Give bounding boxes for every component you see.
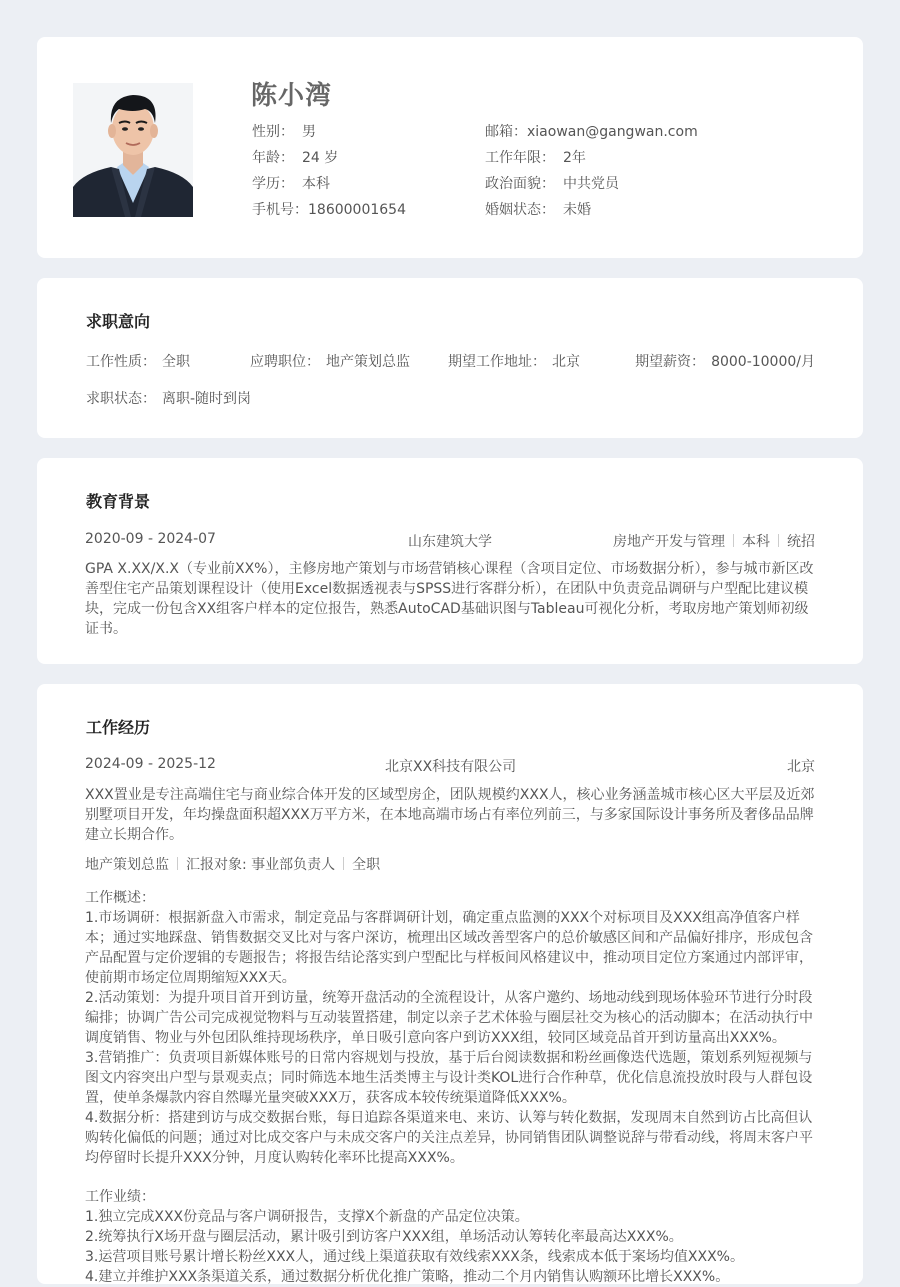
- divider: [778, 534, 779, 547]
- email-label: 邮箱：: [485, 124, 527, 140]
- profile-card: [37, 37, 863, 258]
- phone-value[interactable]: 18600001654: [308, 202, 406, 218]
- company-description: XXX置业是专注高端住宅与商业综合体开发的区域型房企，团队规模约XXX人，核心业务涵盖城市核心区大平层及近郊别墅项目开发，年均操盘面积超XXX万平方米，在本地高端市场占有率位列前三，与多家国际设计事务所及奢侈品品牌建立长期合作。: [85, 787, 815, 843]
- intent-status-label: 求职状态：: [86, 391, 156, 407]
- education-card: [37, 458, 863, 664]
- age-row: [252, 145, 406, 171]
- marital-label: 婚姻状态：: [485, 202, 555, 218]
- intent-salary: [635, 351, 815, 371]
- gender-value: 男: [302, 124, 316, 140]
- email-row: [485, 119, 698, 145]
- intent-status-value: 离职-随时到岗: [162, 391, 252, 407]
- politics-label: 政治面貌：: [485, 176, 555, 192]
- intent-position-label: 应聘职位：: [250, 354, 320, 370]
- intent-location-value: 北京: [552, 354, 580, 370]
- work-job-type: 全职: [352, 857, 381, 873]
- intent-salary-value: 8000-10000/月: [711, 354, 815, 370]
- achievement-item: 4.建立并维护XXX条渠道关系，通过数据分析优化推广策略，推动二个月内销售认购额环比增长XXX%。: [85, 1269, 730, 1285]
- section-title-work: 工作经历: [86, 718, 151, 737]
- years-row: [485, 145, 698, 171]
- edu-school: 山东建筑大学: [408, 534, 492, 550]
- degree-row: [252, 171, 406, 197]
- summary-item: 3.营销推广：负责项目新媒体账号的日常内容规划与投放，基于后台阅读数据和粉丝画像迭代选题，策划系列短视频与图文内容突出户型与景观卖点；同时筛选本地生活类博主与设计类KOL进行合作种草，优化信息流投放时段与人群包设置，使单条爆款内容自然曝光量突破XXX万，获客成本较传统渠道降低XXX%。: [85, 1050, 813, 1106]
- intent-type: [86, 351, 190, 371]
- summary-item: 2.活动策划：为提升项目首开到访量，统筹开盘活动的全流程设计，从客户邀约、场地动线到现场体验环节进行分时段编排；协调广告公司完成视觉物料与互动装置搭建，制定以亲子艺术体验与圈层社交为核心的活动脚本；在活动执行中调度销售、物业与外包团队维持现场秩序，单日吸引意向客户到访XXX组，较同区域竞品首开到访量高出XXX%。: [85, 990, 813, 1046]
- summary-item: 1.市场调研：根据新盘入市需求，制定竞品与客群调研计划，确定重点监测的XXX个对标项目及XXX组高净值客户样本；通过实地踩盘、销售数据交叉比对与客户深访，梳理出区域改善型客户的总价敏感区间和产品偏好排序，形成包含产品配置与定价逻辑的专题报告；将报告结论落实到户型配比与样板间风格建议中，推动项目定位方案通过内部评审，使前期市场定位周期缩短XXX天。: [85, 910, 813, 986]
- gender-label: 性别：: [252, 124, 294, 140]
- profile-photo: [73, 83, 193, 217]
- degree-value: 本科: [302, 176, 330, 192]
- edu-period: 2020-09 - 2024-07: [85, 531, 216, 547]
- intent-status: [86, 388, 251, 408]
- intent-position-value: 地产策划总监: [326, 354, 410, 370]
- work-company: 北京XX科技有限公司: [385, 759, 517, 775]
- edu-mode: 统招: [787, 534, 815, 550]
- achievement-item: 3.运营项目账号累计增长粉丝XXX人，通过线上渠道获取有效线索XXX条，线索成本低于案场均值XXX%。: [85, 1249, 744, 1265]
- achievements-label: 工作业绩：: [85, 1189, 155, 1205]
- divider: [733, 534, 734, 547]
- edu-degree: 本科: [742, 534, 770, 550]
- intent-location-label: 期望工作地址：: [448, 354, 546, 370]
- intent-location: [448, 351, 580, 371]
- achievement-item: 2.统筹执行X场开盘与圈层活动，累计吸引到访客户XXX组，单场活动认筹转化率最高达XXX%。: [85, 1229, 683, 1245]
- edu-description: GPA X.XX/X.X（专业前XX%），主修房地产策划与市场营销核心课程（含项目定位、市场数据分析），参与城市新区改善型住宅产品策划课程设计（使用Excel数据透视表与SPSS进行客群分析），在团队中负责竞品调研与户型配比建议模块，完成一份包含XX组客户样本的定位报告，熟悉AutoCAD基础识图与Tableau可视化分析，考取房地产策划师初级证书。: [85, 561, 814, 637]
- work-details: [85, 888, 815, 1287]
- job-intent-card: [37, 278, 863, 438]
- divider: [177, 857, 178, 870]
- politics-row: [485, 171, 698, 197]
- intent-position: [250, 351, 410, 371]
- work-period: 2024-09 - 2025-12: [85, 756, 216, 772]
- work-report-to: 汇报对象: 事业部负责人: [186, 857, 336, 873]
- work-city: 北京: [787, 759, 815, 775]
- edu-major: 房地产开发与管理: [613, 534, 725, 550]
- work-role: 地产策划总监: [85, 857, 169, 873]
- work-tags: [85, 854, 380, 874]
- degree-label: 学历：: [252, 176, 294, 192]
- avatar-portrait: [73, 83, 193, 217]
- age-label: 年龄：: [252, 150, 294, 166]
- section-title-education: 教育背景: [86, 492, 151, 511]
- profile-info-left: [252, 119, 406, 223]
- years-value: 2年: [563, 150, 586, 166]
- edu-tags: [613, 531, 815, 551]
- summary-label: 工作概述：: [85, 890, 155, 906]
- age-value: 24 岁: [302, 150, 339, 166]
- politics-value: 中共党员: [563, 176, 619, 192]
- years-label: 工作年限：: [485, 150, 555, 166]
- candidate-name: 陈小湾: [251, 81, 333, 111]
- work-card: [37, 684, 863, 1284]
- spacer: [85, 1168, 815, 1187]
- divider: [343, 857, 344, 870]
- marital-row: [485, 197, 698, 223]
- intent-type-value: 全职: [162, 354, 190, 370]
- intent-salary-label: 期望薪资：: [635, 354, 706, 370]
- achievement-item: 1.独立完成XXX份竞品与客户调研报告，支撑X个新盘的产品定位决策。: [85, 1209, 529, 1225]
- phone-label: 手机号：: [252, 202, 308, 218]
- phone-row: [252, 197, 406, 223]
- marital-value: 未婚: [563, 202, 591, 218]
- section-title-intent: 求职意向: [86, 312, 151, 331]
- email-value[interactable]: xiaowan@gangwan.com: [527, 124, 698, 140]
- summary-item: 4.数据分析：搭建到访与成交数据台账，每日追踪各渠道来电、来访、认筹与转化数据，发现周末自然到访占比高但认购转化偏低的问题；通过对比成交客户与未成交客户的关注点差异，协同销售团队调整说辞与带看动线，将周末客户平均停留时长提升XXX分钟，月度认购转化率环比提高XXX%。: [85, 1110, 813, 1166]
- intent-type-label: 工作性质：: [86, 354, 156, 370]
- gender-row: [252, 119, 406, 145]
- profile-info-right: [485, 119, 698, 223]
